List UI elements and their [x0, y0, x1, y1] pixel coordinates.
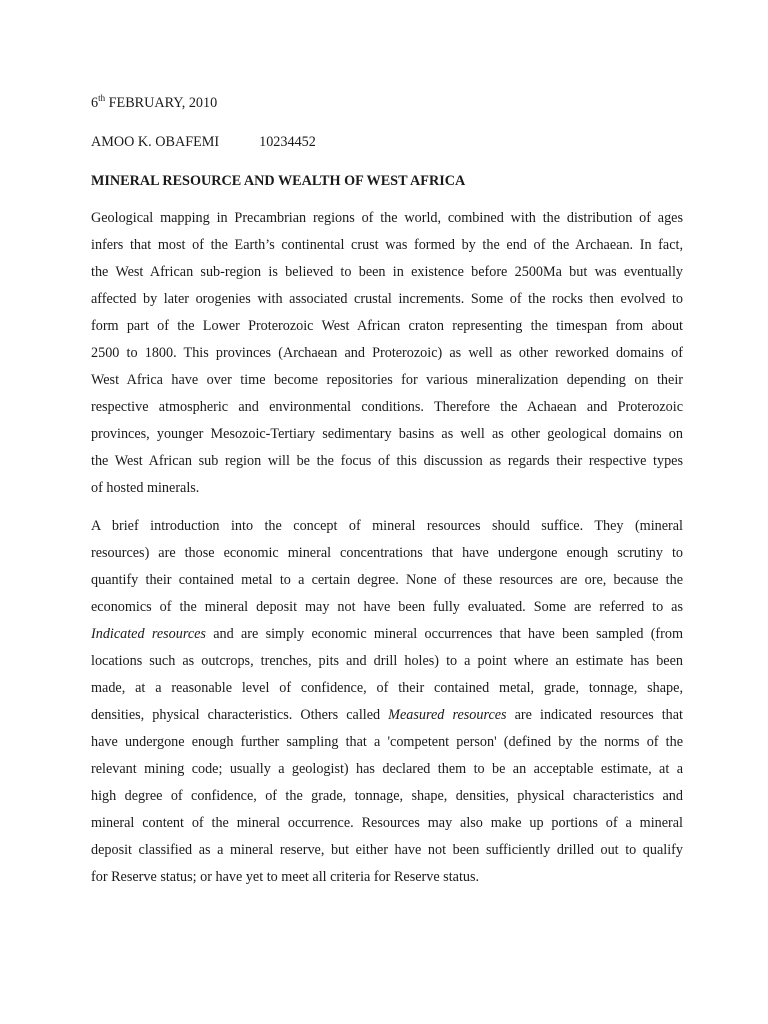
- paragraph-line: affected by later orogenies with associated crustal increments. Some of the rocks then evolved to: [91, 291, 683, 307]
- date-day: 6: [91, 95, 99, 111]
- paragraph-line: Geological mapping in Precambrian regions of the world, combined with the distribution of ages: [91, 210, 683, 226]
- paragraph-line: respective atmospheric and environmental conditions. Therefore the Achaean and Proterozoic: [91, 399, 683, 415]
- indicated-resources-term: Indicated resources: [91, 626, 206, 642]
- measured-resources-term: Measured resources: [388, 707, 507, 723]
- date-ordinal-suffix: th: [98, 93, 106, 103]
- paragraph-text: are indicated resources that: [506, 707, 683, 723]
- author-name: AMOO K. OBAFEMI: [91, 134, 220, 150]
- paragraph-line: the West African sub region will be the focus of this discussion as regards their respective types: [91, 453, 683, 469]
- paragraph-line: economics of the mineral deposit may not have been fully evaluated. Some are referred to as: [91, 599, 683, 615]
- document-date: [91, 90, 683, 117]
- paragraph-line: [91, 621, 683, 648]
- paragraph-line: have undergone enough further sampling that a 'competent person' (defined by the norms of the: [91, 734, 683, 750]
- paragraph-line: for Reserve status; or have yet to meet all criteria for Reserve status.: [91, 869, 480, 885]
- document-body: [91, 90, 683, 902]
- paragraph-line: high degree of confidence, of the grade, tonnage, shape, densities, physical characteristics and: [91, 788, 683, 804]
- paragraph-line: West Africa have over time become repositories for various mineralization depending on their: [91, 372, 683, 388]
- paragraph-mineral-resources: [91, 513, 683, 891]
- author-line: [91, 129, 683, 156]
- paragraph-line: the West African sub-region is believed to been in existence before 2500Ma but was eventually: [91, 264, 683, 280]
- student-id: 10234452: [259, 134, 316, 150]
- paragraph-line: made, at a reasonable level of confidence, of their contained metal, grade, tonnage, shape,: [91, 680, 683, 696]
- paragraph-line: [91, 702, 683, 729]
- paragraph-line: deposit classified as a mineral reserve, but either have not been sufficiently drilled out to qualify: [91, 842, 683, 858]
- paragraph-line: mineral content of the mineral occurrence. Resources may also make up portions of a mineral: [91, 815, 683, 831]
- paragraph-line: 2500 to 1800. This provinces (Archaean and Proterozoic) as well as other reworked domains of: [91, 345, 683, 361]
- document-title: MINERAL RESOURCE AND WEALTH OF WEST AFRICA: [91, 173, 466, 189]
- paragraph-line: relevant mining code; usually a geologist) has declared them to be an acceptable estimate, at a: [91, 761, 683, 777]
- paragraph-line: provinces, younger Mesozoic-Tertiary sedimentary basins as well as other geological domains on: [91, 426, 683, 442]
- date-month-year: FEBRUARY, 2010: [105, 95, 218, 111]
- paragraph-intro: [91, 205, 683, 502]
- paragraph-line: locations such as outcrops, trenches, pits and drill holes) to a point where an estimate has been: [91, 653, 683, 669]
- paragraph-line: of hosted minerals.: [91, 480, 200, 496]
- paragraph-line: quantify their contained metal to a certain degree. None of these resources are ore, because the: [91, 572, 683, 588]
- paragraph-line: form part of the Lower Proterozoic West African craton representing the timespan from about: [91, 318, 683, 334]
- paragraph-text: densities, physical characteristics. Others called: [91, 707, 389, 723]
- paragraph-line: infers that most of the Earth’s continental crust was formed by the end of the Archaean. In fact,: [91, 237, 683, 253]
- paragraph-text: and are simply economic mineral occurrences that have been sampled (from: [205, 626, 684, 642]
- paragraph-line: resources) are those economic mineral concentrations that have undergone enough scrutiny to: [91, 545, 683, 561]
- paragraph-line: A brief introduction into the concept of mineral resources should suffice. They (mineral: [91, 518, 683, 534]
